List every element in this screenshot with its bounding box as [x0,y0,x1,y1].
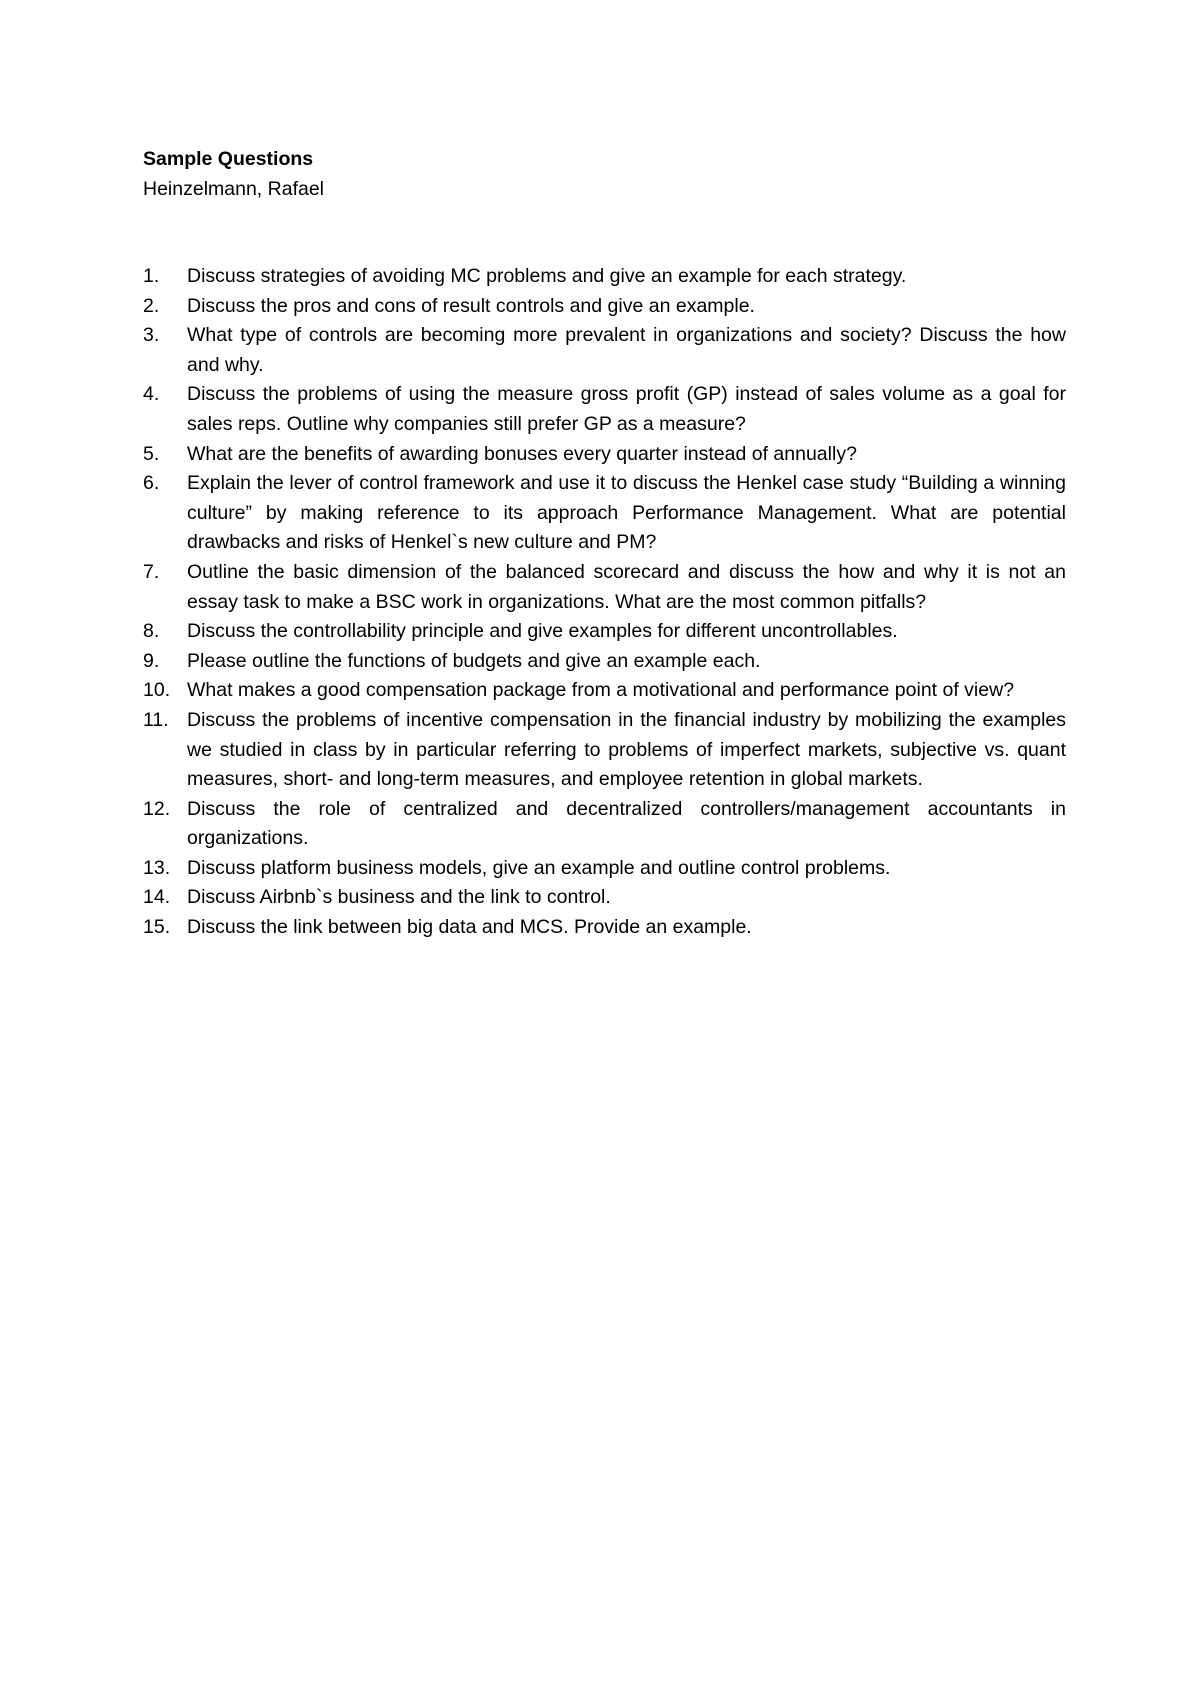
question-number: 4. [143,383,160,406]
question-text: Discuss the role of centralized and decentralized controllers/management accountants in organizations. [187,797,1066,850]
question-item [143,292,1066,322]
question-item [143,440,1066,470]
question-text: Outline the basic dimension of the balanced scorecard and discuss the how and why it is not an essay task to make a BSC work in organizations. What are the most common pitfalls? [187,560,1066,613]
question-item [143,854,1066,884]
question-item [143,913,1066,943]
question-number: 12. [143,797,171,820]
question-item [143,706,1066,795]
question-number: 3. [143,324,160,347]
question-item [143,558,1066,617]
question-text: Discuss the problems of using the measure gross profit (GP) instead of sales volume as a goal for sales reps. Outline why companies still prefer GP as a measure? [187,383,1066,435]
question-item [143,469,1066,558]
question-text: Discuss the problems of incentive compensation in the financial industry by mobilizing the examples we studied in class by in particular referring to problems of imperfect markets, subjective vs. quant measures, short- and long-term measures, and employee retention in global markets. [187,708,1066,791]
question-number: 15. [143,916,171,939]
question-number: 13. [143,856,171,879]
question-number: 7. [143,560,160,583]
question-item [143,647,1066,677]
question-number: 1. [143,265,160,287]
document-author: Heinzelmann, Rafael [143,178,325,200]
question-text: Discuss the pros and cons of result controls and give an example. [187,294,755,317]
question-text: What makes a good compensation package from a motivational and performance point of view? [187,679,1015,702]
question-number: 6. [143,472,160,495]
question-text: Discuss the controllability principle and give examples for different uncontrollables. [187,620,898,643]
document-title: Sample Questions [143,148,314,170]
question-item [143,262,1066,292]
question-text: Explain the lever of control framework and use it to discuss the Henkel case study “Building a winning culture” by making reference to its approach Performance Management. What are potential drawbacks and risks of Henkel`s new culture and PM? [187,472,1066,554]
question-number: 8. [143,620,160,643]
question-item [143,380,1066,439]
question-number: 2. [143,294,160,317]
question-item [143,321,1066,380]
question-number: 14. [143,886,171,909]
question-item [143,617,1066,647]
question-text: Please outline the functions of budgets and give an example each. [187,649,761,672]
question-text: What type of controls are becoming more prevalent in organizations and society? Discuss the how and why. [187,324,1066,376]
question-item [143,883,1066,913]
question-item [143,676,1066,706]
question-item [143,795,1066,854]
document-header [143,144,1063,204]
question-number: 9. [143,649,160,672]
question-text: Discuss platform business models, give an example and outline control problems. [187,856,891,879]
question-number: 11. [143,708,169,731]
question-text: Discuss Airbnb`s business and the link to control. [187,886,611,909]
question-list [143,262,1066,943]
question-text: Discuss the link between big data and MCS. Provide an example. [187,916,752,939]
question-text: What are the benefits of awarding bonuses every quarter instead of annually? [187,442,857,465]
question-number: 5. [143,442,160,465]
question-number: 10. [143,679,171,702]
question-text: Discuss strategies of avoiding MC problems and give an example for each strategy. [187,265,907,287]
